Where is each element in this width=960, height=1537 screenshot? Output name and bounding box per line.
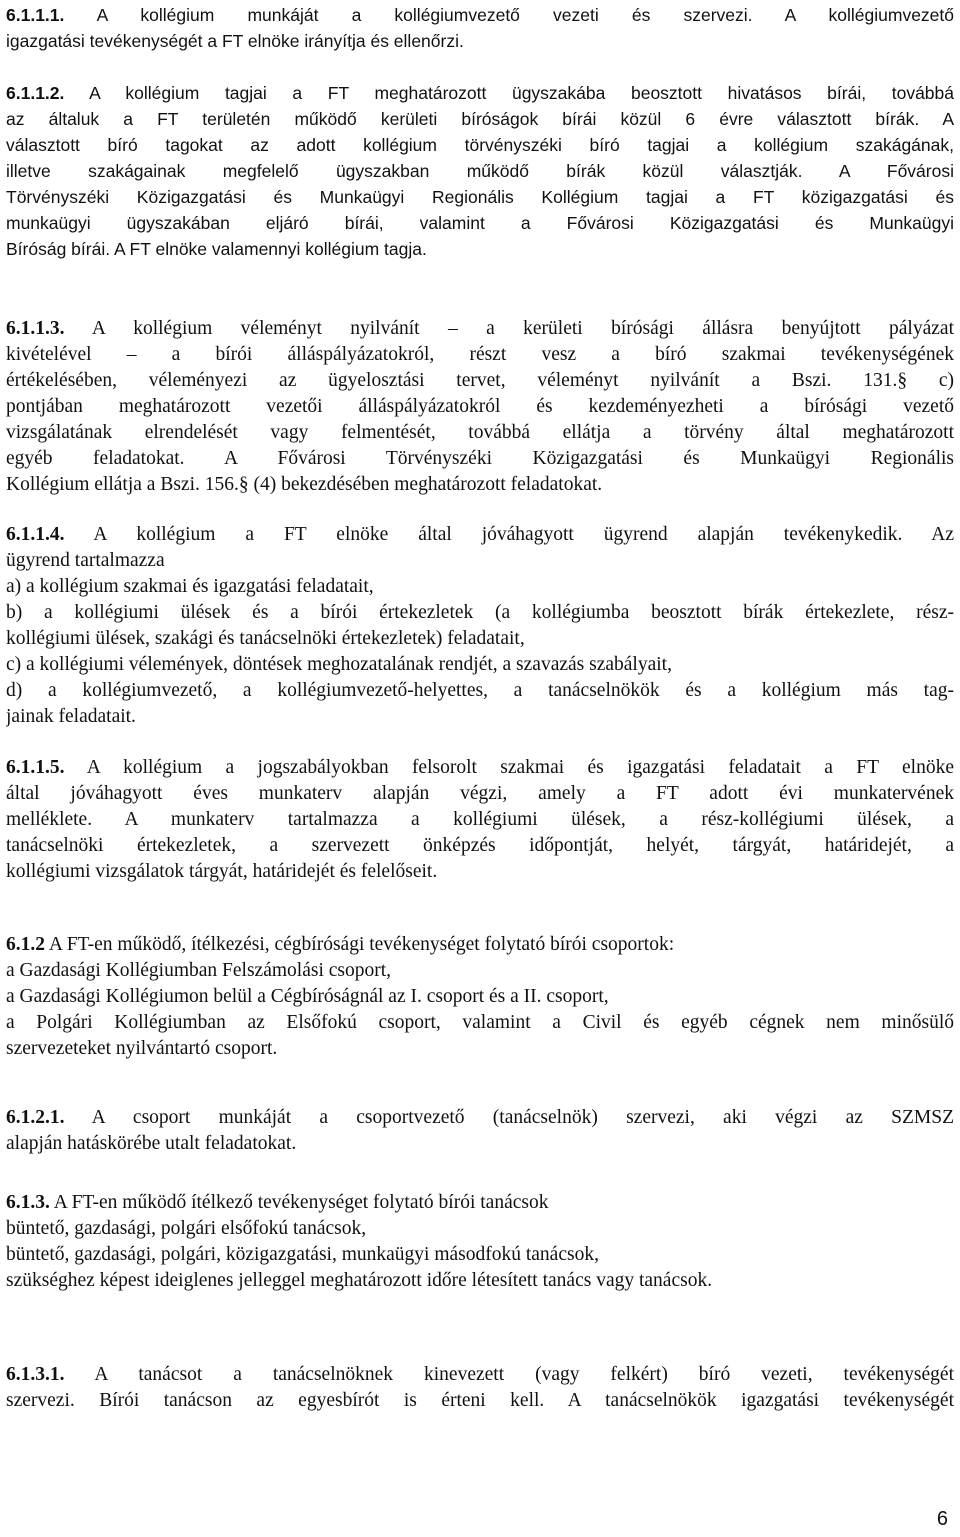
paragraph-line [6, 316, 954, 344]
paragraph-line [6, 342, 954, 370]
line-text: pontjában meghatározott vezetői álláspályázatokról és kezdeményezheti a bírósági vezető [6, 396, 954, 417]
paragraph-line [6, 548, 954, 576]
paragraph-line [6, 678, 954, 706]
line-text: b) a kollégiumi ülések és a bírói értekezletek (a kollégiumba beosztott bírák értekezlete, rész- [6, 602, 954, 623]
section-number: 6.1.2 [6, 934, 45, 955]
line-text: szükséghez képest ideiglenes jelleggel meghatározott időre létesített tanács vagy tanácsok. [6, 1270, 713, 1291]
line-text: ügyrend tartalmazza [6, 550, 165, 571]
paragraph-line [6, 1131, 954, 1159]
paragraph-line [6, 781, 954, 809]
line-text: szervezeteket nyilvántartó csoport. [6, 1038, 278, 1059]
section-number: 6.1.3. [6, 1192, 50, 1213]
line-text: vizsgálatának elrendelését vagy felmentését, továbbá ellátja a törvény által meghatározott [6, 422, 954, 443]
line-text: A kollégium a jogszabályokban felsorolt szakmai és igazgatási feladatait a FT elnöke [86, 757, 954, 778]
line-text: kivételével – a bírói álláspályázatokról, részt vesz a bíró szakmai tevékenységének [6, 344, 954, 365]
paragraph-line [6, 1388, 954, 1416]
paragraph-line [6, 600, 954, 628]
paragraph-line [6, 626, 954, 654]
line-text: illetve szakágainak megfelelő ügyszakban működő bírák közül választják. A Fővárosi [6, 161, 954, 181]
paragraph-line [6, 984, 954, 1012]
paragraph-line [6, 106, 954, 134]
paragraph-line [6, 1268, 954, 1296]
line-text: A kollégium véleményt nyilvánít – a kerületi bírósági állásra benyújtott pályázat [91, 318, 954, 339]
line-text: értékelésében, véleményezi az ügyelosztási tervet, véleményt nyilvánít a Bszi. 131.§ c) [6, 370, 954, 391]
line-text: jainak feladatait. [6, 706, 136, 727]
line-text: Kollégium ellátja a Bszi. 156.§ (4) bekezdésében meghatározott feladatokat. [6, 474, 603, 495]
line-text: a) a kollégium szakmai és igazgatási feladatait, [6, 576, 374, 597]
paragraph-line [6, 80, 954, 108]
section-number: 6.1.1.3. [6, 318, 65, 339]
paragraph-line [6, 1105, 954, 1133]
section-number: 6.1.1.5. [6, 757, 65, 778]
section-number: 6.1.1.2. [6, 83, 65, 103]
line-text: A kollégium munkáját a kollégiumvezető vezeti és szervezi. A kollégiumvezető [96, 5, 954, 25]
line-text: Bíróság bírái. A FT elnöke valamennyi kollégium tagja. [6, 239, 427, 259]
line-text: igazgatási tevékenységét a FT elnöke irányítja és ellenőrzi. [6, 31, 464, 51]
line-text: munkaügyi ügyszakában eljáró bírái, valamint a Fővárosi Közigazgatási és Munkaügyi [6, 213, 954, 233]
line-text: a Polgári Kollégiumban az Elsőfokú csoport, valamint a Civil és egyéb cégnek nem minősülő [6, 1012, 954, 1033]
line-text: által jóváhagyott éves munkaterv alapján végzi, amely a FT adott évi munkatervének [6, 783, 954, 804]
paragraph-line [6, 1362, 954, 1390]
line-text: A kollégium a FT elnöke által jóváhagyott ügyrend alapján tevékenykedik. Az [93, 524, 954, 545]
section-number: 6.1.1.1. [6, 5, 65, 25]
paragraph-line [6, 807, 954, 835]
paragraph-line [6, 446, 954, 474]
line-text: alapján hatáskörébe utalt feladatokat. [6, 1133, 297, 1154]
paragraph-line [6, 859, 954, 887]
page-number: 6 [936, 1508, 948, 1530]
paragraph-line [6, 132, 954, 160]
paragraph-line [6, 472, 954, 500]
paragraph-line [6, 184, 954, 212]
line-text: A kollégium tagjai a FT meghatározott ügyszakába beosztott hivatásos bírái, továbbá [89, 83, 954, 103]
line-text: c) a kollégiumi vélemények, döntések meghozatalának rendjét, a szavazás szabályait, [6, 654, 672, 675]
paragraph-line [6, 932, 954, 960]
paragraph-line [6, 158, 954, 186]
paragraph-line [6, 522, 954, 550]
line-text: A FT-en működő ítélkező tevékenységet folytató bírói tanácsok [53, 1192, 549, 1213]
line-text: Törvényszéki Közigazgatási és Munkaügyi Regionális Kollégium tagjai a FT közigazgatási és [6, 187, 954, 207]
paragraph-line [6, 1036, 954, 1064]
line-text: A tanácsot a tanácselnöknek kinevezett (vagy felkért) bíró vezeti, tevékenységét [94, 1364, 954, 1385]
line-text: szervezi. Bírói tanácson az egyesbírót is érteni kell. A tanácselnökök igazgatási tevékenységét [6, 1390, 954, 1411]
paragraph-line [6, 236, 954, 264]
paragraph-line [6, 1190, 954, 1218]
line-text: A csoport munkáját a csoportvezető (tanácselnök) szervezi, aki végzi az SZMSZ [91, 1107, 954, 1128]
line-text: egyéb feladatokat. A Fővárosi Törvényszéki Közigazgatási és Munkaügyi Regionális [6, 448, 954, 469]
line-text: melléklete. A munkaterv tartalmazza a kollégiumi ülések, a rész-kollégiumi ülések, a [6, 809, 954, 830]
paragraph-line [6, 1010, 954, 1038]
paragraph-line [6, 394, 954, 422]
line-text: választott bíró tagokat az adott kollégium törvényszéki bíró tagjai a kollégium szakágának, [6, 135, 954, 155]
paragraph-line [6, 420, 954, 448]
line-text: A FT-en működő, ítélkezési, cégbírósági tevékenységet folytató bírói csoportok: [48, 934, 675, 955]
line-text: büntető, gazdasági, polgári, közigazgatási, munkaügyi másodfokú tanácsok, [6, 1244, 599, 1265]
paragraph-line [6, 958, 954, 986]
line-text: a Gazdasági Kollégiumban Felszámolási csoport, [6, 960, 392, 981]
paragraph-line [6, 368, 954, 396]
line-text: tanácselnöki értekezletek, a szervezett önképzés időpontját, helyét, tárgyát, határidejét, a [6, 835, 954, 856]
paragraph-line [6, 652, 954, 680]
line-text: büntető, gazdasági, polgári elsőfokú tanácsok, [6, 1218, 367, 1239]
line-text: kollégiumi ülések, szakági és tanácselnöki értekezletek) feladatait, [6, 628, 525, 649]
section-number: 6.1.3.1. [6, 1364, 65, 1385]
line-text: d) a kollégiumvezető, a kollégiumvezető-helyettes, a tanácselnökök és a kollégium más tag- [6, 680, 954, 701]
paragraph-line [6, 704, 954, 732]
paragraph-line [6, 755, 954, 783]
section-number: 6.1.2.1. [6, 1107, 65, 1128]
paragraph-line [6, 2, 954, 30]
line-text: a Gazdasági Kollégiumon belül a Cégbíróságnál az I. csoport és a II. csoport, [6, 986, 609, 1007]
line-text: az általuk a FT területén működő kerületi bíróságok bírái közül 6 évre választott bírák. A [6, 109, 954, 129]
paragraph-line [6, 1242, 954, 1270]
paragraph-line [6, 574, 954, 602]
paragraph-line [6, 210, 954, 238]
section-number: 6.1.1.4. [6, 524, 65, 545]
paragraph-line [6, 1216, 954, 1244]
paragraph-line [6, 28, 954, 56]
paragraph-line [6, 833, 954, 861]
line-text: kollégiumi vizsgálatok tárgyát, határidejét és felelőseit. [6, 861, 438, 882]
